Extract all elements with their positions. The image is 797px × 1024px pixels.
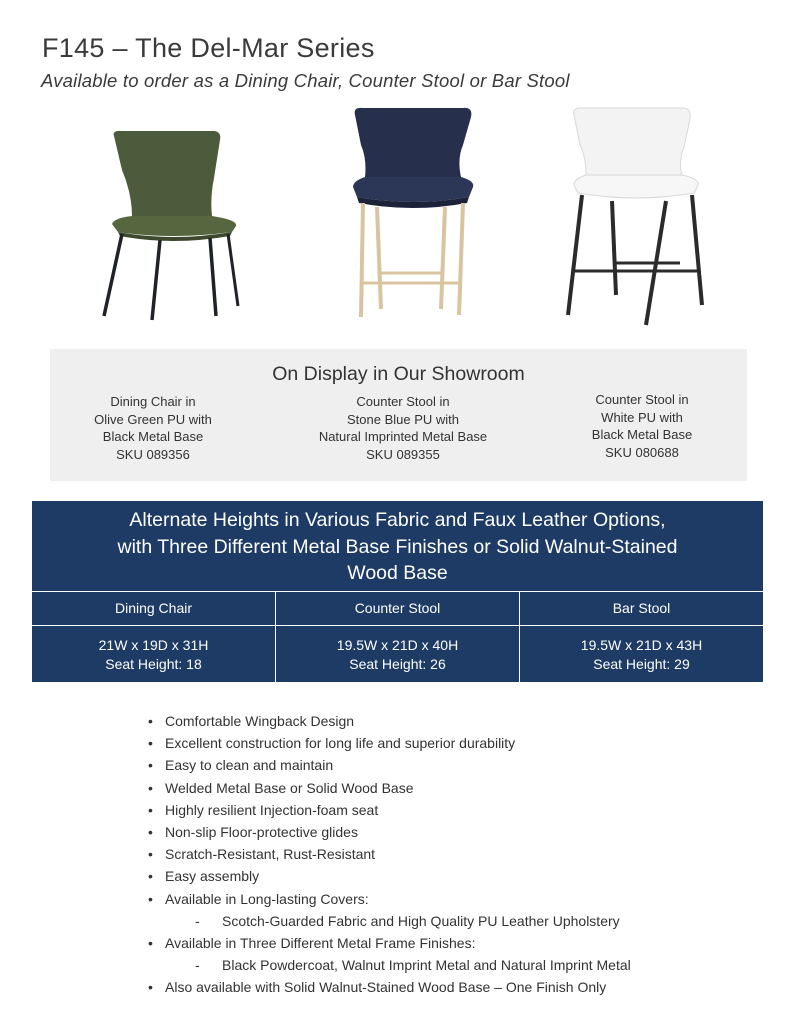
feature-text: Scotch-Guarded Fabric and High Quality PU Leather Upholstery	[222, 912, 620, 929]
display-item-sku: SKU 080688	[605, 444, 679, 460]
showroom-panel	[50, 349, 747, 481]
display-item-line: White PU with	[601, 409, 683, 425]
display-item-line: Natural Imprinted Metal Base	[318, 429, 488, 444]
dimensions-size: 21W x 19D x 31H	[98, 636, 209, 653]
display-item	[288, 393, 518, 463]
bullet-icon: •	[148, 713, 153, 729]
options-heading-line: Alternate Heights in Various Fabric and Faux Leather Options,	[129, 509, 666, 531]
bullet-icon: •	[148, 890, 153, 907]
list-item	[148, 976, 631, 998]
list-item	[148, 865, 631, 887]
bullet-icon: •	[148, 823, 153, 840]
bullet-icon: •	[148, 757, 153, 774]
page-title: F145 – The Del-Mar Series	[42, 33, 375, 63]
feature-text: Also available with Solid Walnut-Stained Wood Base – One Finish Only	[165, 979, 607, 996]
display-item-line: Black Metal Base	[591, 427, 693, 442]
options-heading-line: with Three Different Metal Base Finishes or Solid Walnut-Stained	[117, 535, 678, 558]
feature-text: Easy to clean and maintain	[165, 757, 334, 774]
display-item-line: Counter Stool in	[356, 394, 450, 409]
feature-text: Non-slip Floor-protective glides	[165, 823, 358, 840]
bullet-icon: •	[148, 979, 153, 996]
display-item-sku: SKU 089355	[366, 446, 440, 462]
column-header: Counter Stool	[276, 592, 520, 625]
feature-text: Scratch-Resistant, Rust-Resistant	[165, 846, 376, 863]
options-heading	[32, 507, 763, 587]
list-item	[148, 710, 631, 732]
dash-icon: -	[195, 957, 200, 974]
seat-height: Seat Height: 29	[593, 655, 690, 672]
display-item-line: Stone Blue PU with	[346, 411, 459, 427]
list-item	[148, 732, 631, 754]
display-item-line: Counter Stool in	[595, 392, 689, 407]
feature-text: Highly resilient Injection-foam seat	[165, 801, 379, 818]
feature-text: Available in Three Different Metal Frame Finishes:	[165, 934, 476, 951]
sub-list-item	[148, 910, 631, 932]
bullet-icon: •	[148, 934, 153, 951]
dining-chair-photo	[92, 128, 252, 323]
dimensions-header-row	[32, 592, 763, 626]
bullet-icon: •	[148, 801, 153, 818]
column-header: Dining Chair	[32, 592, 276, 625]
list-item	[148, 821, 631, 843]
display-item-line: Olive Green PU with	[94, 411, 212, 427]
bullet-icon: •	[148, 846, 153, 863]
dimensions-row	[32, 626, 763, 683]
dimensions-cell	[276, 626, 520, 683]
sub-list-item	[148, 954, 631, 976]
page-subtitle: Available to order as a Dining Chair, Counter Stool or Bar Stool	[41, 70, 570, 91]
feature-list	[148, 710, 631, 998]
display-item-line: Black Metal Base	[102, 429, 204, 444]
feature-text: Comfortable Wingback Design	[165, 713, 355, 729]
feature-text: Easy assembly	[165, 868, 260, 885]
list-item	[148, 777, 631, 799]
options-panel	[32, 501, 763, 682]
feature-text: Black Powdercoat, Walnut Imprint Metal and Natural Imprint Metal	[222, 957, 631, 974]
display-item	[38, 393, 268, 463]
display-item-sku: SKU 089356	[116, 446, 190, 462]
bullet-icon: •	[148, 868, 153, 885]
list-item	[148, 888, 631, 910]
counter-stool-photo	[345, 105, 480, 323]
list-item	[148, 932, 631, 954]
list-item	[148, 799, 631, 821]
bullet-icon: •	[148, 779, 153, 796]
feature-text: Excellent construction for long life and superior durability	[165, 735, 516, 752]
dimensions-cell	[32, 626, 276, 683]
display-item	[527, 391, 757, 461]
list-item	[148, 843, 631, 865]
dimensions-size: 19.5W x 21D x 40H	[336, 636, 459, 653]
dimensions-size: 19.5W x 21D x 43H	[580, 636, 703, 653]
display-item-line: Dining Chair in	[110, 394, 196, 409]
column-header: Bar Stool	[612, 600, 671, 616]
dash-icon: -	[195, 912, 200, 929]
bullet-icon: •	[148, 735, 153, 752]
feature-text: Welded Metal Base or Solid Wood Base	[165, 779, 414, 796]
options-heading-line: Wood Base	[347, 562, 448, 584]
bar-stool-photo	[560, 105, 710, 327]
feature-text: Available in Long-lasting Covers:	[165, 890, 369, 907]
seat-height: Seat Height: 26	[349, 655, 446, 672]
dimensions-table	[32, 591, 763, 682]
list-item	[148, 754, 631, 776]
dimensions-cell	[520, 626, 763, 683]
seat-height: Seat Height: 18	[105, 655, 202, 672]
showroom-title: On Display in Our Showroom	[272, 363, 525, 385]
